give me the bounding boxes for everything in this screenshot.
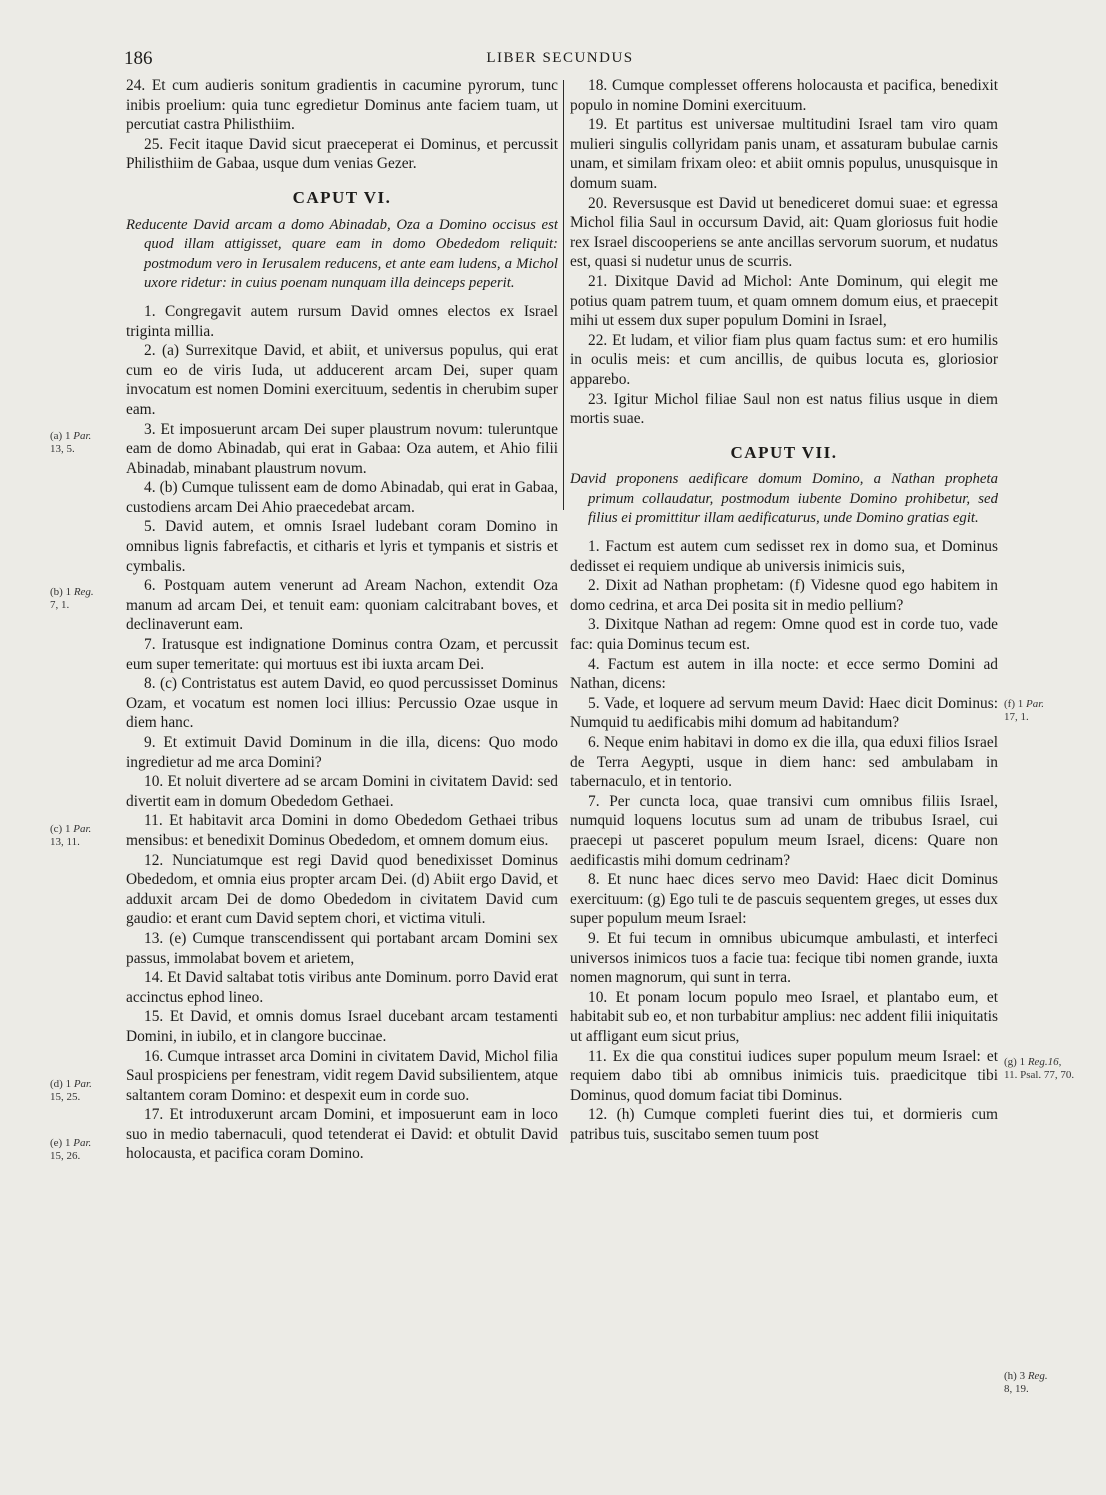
verse-paragraph: 10. Et noluit divertere ad se arcam Domini in civitatem David: sed divertit eam in domum Obededom Gethaei.	[126, 773, 558, 810]
verse-paragraph: 6. Postquam autem venerunt ad Aream Nachon, extendit Oza manum ad arcam Dei, et tenuit eam: quoniam calcitrabant boves, et declinaverunt eam.	[126, 577, 558, 634]
verse-paragraph: 7. Per cuncta loca, quae transivi cum omnibus filiis Israel, numquid loquens locutus sum ad unam de tribubus Israel, cui praecepi ut pasceret populum meum Israel, dicens: Quare non aedificastis mihi domum cedrinam?	[570, 792, 998, 869]
column-divider	[563, 80, 564, 510]
verse-paragraph: 6. Neque enim habitavi in domo ex die illa, qua eduxi filios Israel de Terra Aegypti, usque in diem hanc: sed ambulabam in tabernaculo, et in tentorio.	[570, 734, 998, 791]
verse-paragraph: 25. Fecit itaque David sicut praeceperat ei Dominus, et percussit Philisthiim de Gabaa, usque dum venias Gezer.	[126, 135, 558, 173]
verse-paragraph: 2. Dixit ad Nathan prophetam: (f) Videsne quod ego habitem in domo cedrina, et arca Dei posita sit in medio pellium?	[570, 577, 998, 614]
page-number: 186	[124, 48, 153, 69]
verse-paragraph: 15. Et David, et omnis domus Israel ducebant arcam testamenti Domini, in iubilo, et in clangore buccinae.	[126, 1008, 558, 1045]
verse-paragraph: 22. Et ludam, et vilior fiam plus quam factus sum: et ero humilis in oculis meis: et cum ancillis, de quibus locuta es, gloriosior apparebo.	[570, 331, 998, 388]
margin-note: (g) 1 Reg.16, 11. Psal. 77, 70.	[1004, 1056, 1075, 1081]
left-column	[126, 76, 558, 1395]
running-header	[124, 48, 996, 72]
verse-paragraph: 5. Vade, et loquere ad servum meum David: Haec dicit Dominus: Numquid tu aedificabis mihi domum ad habitandum?	[570, 694, 998, 732]
margin-note: (e) 1 Par. 15, 26.	[50, 1137, 92, 1162]
margin-note: (h) 3 Reg. 8, 19.	[1004, 1370, 1048, 1395]
verse-paragraph: 12. Nunciatumque est regi David quod benedixisset Dominus Obededom, et omnia eius propter arcam Dei. (d) Abiit ergo David, et adduxit arcam Dei de domo Obededom in civitatem David cum gaudio: et erant cum David septem chori, et victima vituli.	[126, 851, 558, 928]
verse-paragraph: 12. (h) Cumque completi fuerint dies tui, et dormieris cum patribus tuis, suscitabo semen tuum post	[570, 1106, 998, 1143]
right-column	[570, 76, 998, 1395]
verse-paragraph: 16. Cumque intrasset arca Domini in civitatem David, Michol filia Saul prospiciens per fenestram, vidit regem David subsilientem, atque saltantem coram Domino: et despexit eum in corde suo.	[126, 1047, 558, 1104]
verse-paragraph: 2. (a) Surrexitque David, et abiit, et universus populus, qui erat cum eo de viris Iuda, ut adducerent arcam Dei, super quam invocatum est nomen Domini exercituum, sedentis in cherubim super eam.	[126, 342, 558, 418]
verse-paragraph: 1. Factum est autem cum sedisset rex in domo sua, et Dominus dedisset ei requiem undique ab universis inimicis suis,	[570, 538, 998, 575]
margin-note: (c) 1 Par. 13, 11.	[50, 823, 92, 848]
margin-note: (a) 1 Par. 13, 5.	[50, 430, 92, 455]
verse-paragraph: 5. David autem, et omnis Israel ludebant coram Domino in omnibus lignis fabrefactis, et citharis et lyris et tympanis et sistris et cymbalis.	[126, 518, 558, 575]
verse-paragraph: 23. Igitur Michol filiae Saul non est natus filius usque in diem mortis suae.	[570, 390, 998, 428]
chapter-summary: Reducente David arcam a domo Abinadab, Oza a Domino occisus est quod illam attigisset, quare eam in domo Obededom reliquit: postmodum vero in Ierusalem reducens, et ante eam ludens, a Michol uxore ridetur: in cuius poenam nunquam illa deinceps peperit.	[126, 216, 558, 292]
verse-paragraph: 13. (e) Cumque transcendissent qui portabant arcam Domini sex passus, immolabat bovem et arietem,	[126, 929, 558, 967]
running-title: LIBER SECUNDUS	[486, 50, 634, 66]
verse-paragraph: 24. Et cum audieris sonitum gradientis in cacumine pyrorum, tunc inibis proelium: quia tunc egredietur Dominus ante faciem tuam, ut percutiat castra Philisthiim.	[126, 77, 558, 134]
verse-paragraph: 11. Ex die qua constitui iudices super populum meum Israel: et requiem dabo tibi ab omnibus inimicis tuis. praedicitque tibi Dominus, quod domum faciat tibi Dominus.	[570, 1047, 998, 1104]
chapter-heading: CAPUT VII.	[730, 442, 838, 462]
verse-paragraph: 9. Et extimuit David Dominum in die illa, dicens: Quo modo ingredietur ad me arca Domini?	[126, 734, 558, 771]
verse-paragraph: 1. Congregavit autem rursum David omnes electos ex Israel triginta millia.	[126, 302, 558, 340]
margin-note: (d) 1 Par. 15, 25.	[50, 1078, 92, 1103]
verse-paragraph: 3. Dixitque Nathan ad regem: Omne quod est in corde tuo, vade fac: quia Dominus tecum est.	[570, 616, 998, 654]
verse-paragraph: 17. Et introduxerunt arcam Domini, et imposuerunt eam in loco suo in medio tabernaculi, quod tetenderat ei David: et obtulit David holocausta, et pacifica coram Domino.	[126, 1106, 558, 1163]
verse-paragraph: 8. (c) Contristatus est autem David, eo quod percussisset Dominus Ozam, et vocatum est nomen loci illius: Percussio Ozae usque in diem hanc.	[126, 675, 558, 732]
chapter-summary: David proponens aedificare domum Domino, a Nathan propheta primum collaudatur, postmodum iubente Domino prohibetur, sed filius ei promittitur illam aedificaturus, unde Domino gratias egit.	[570, 471, 998, 527]
verse-paragraph: 20. Reversusque est David ut benediceret domui suae: et egressa Michol filia Saul in occursum David, ait: Quam gloriosus fuit hodie rex Israel discooperiens se ante ancillas servorum suorum, et nudatus est, quasi si nudetur unus de scurris.	[570, 194, 998, 271]
verse-paragraph: 18. Cumque complesset offerens holocausta et pacifica, benedixit populo in nomine Domini exercituum.	[570, 77, 998, 114]
verse-paragraph: 4. Factum est autem in illa nocte: et ecce sermo Domini ad Nathan, dicens:	[570, 655, 998, 693]
verse-paragraph: 4. (b) Cumque tulissent eam de domo Abinadab, qui erat in Gabaa, custodiens arcam Dei Ahio praecedebat arcam.	[126, 479, 558, 516]
verse-paragraph: 14. Et David saltabat totis viribus ante Dominum. porro David erat accinctus ephod lineo.	[126, 969, 558, 1006]
verse-paragraph: 9. Et fui tecum in omnibus ubicumque ambulasti, et interfeci universos inimicos tuos a facie tua: fecique tibi nomen grande, iuxta nomen magnorum, qui sunt in terra.	[570, 929, 998, 987]
verse-paragraph: 11. Et habitavit arca Domini in domo Obededom Gethaei tribus mensibus: et benedixit Dominus Obededom, et omnem domum eius.	[126, 812, 558, 849]
verse-paragraph: 19. Et partitus est universae multitudini Israel tam viro quam mulieri singulis collyridam panis unam, et assaturam bubulae carnis unam, et similam frixam oleo: et abiit omnis populus, unusquisque in domum suam.	[570, 116, 998, 192]
verse-paragraph: 10. Et ponam locum populo meo Israel, et plantabo eum, et habitabit sub eo, et non turbabitur amplius: nec addent filii iniquitatis ut affligant eum sicut prius,	[570, 988, 998, 1045]
chapter-heading: CAPUT VI.	[292, 187, 392, 207]
margin-note: (f) 1 Par. 17, 1.	[1004, 698, 1045, 723]
verse-paragraph: 21. Dixitque David ad Michol: Ante Dominum, qui elegit me potius quam patrem tuum, et quam omnem domum eius, et praecepit mihi ut essem dux super populum Domini in Israel,	[570, 272, 998, 330]
verse-paragraph: 3. Et imposuerunt arcam Dei super plaustrum novum: tuleruntque eam de domo Abinadab, qui erat in Gabaa: Oza autem, et Ahio filii Abinadab, minabant plaustrum novum.	[126, 420, 558, 477]
verse-paragraph: 8. Et nunc haec dices servo meo David: Haec dicit Dominus exercituum: (g) Ego tuli te de pascuis sequentem greges, ut esses dux super populum meum Israel:	[570, 871, 998, 928]
verse-paragraph: 7. Iratusque est indignatione Dominus contra Ozam, et percussit eum super temeritate: qui mortuus est ibi iuxta arcam Dei.	[126, 636, 558, 673]
margin-note: (b) 1 Reg. 7, 1.	[50, 586, 94, 611]
